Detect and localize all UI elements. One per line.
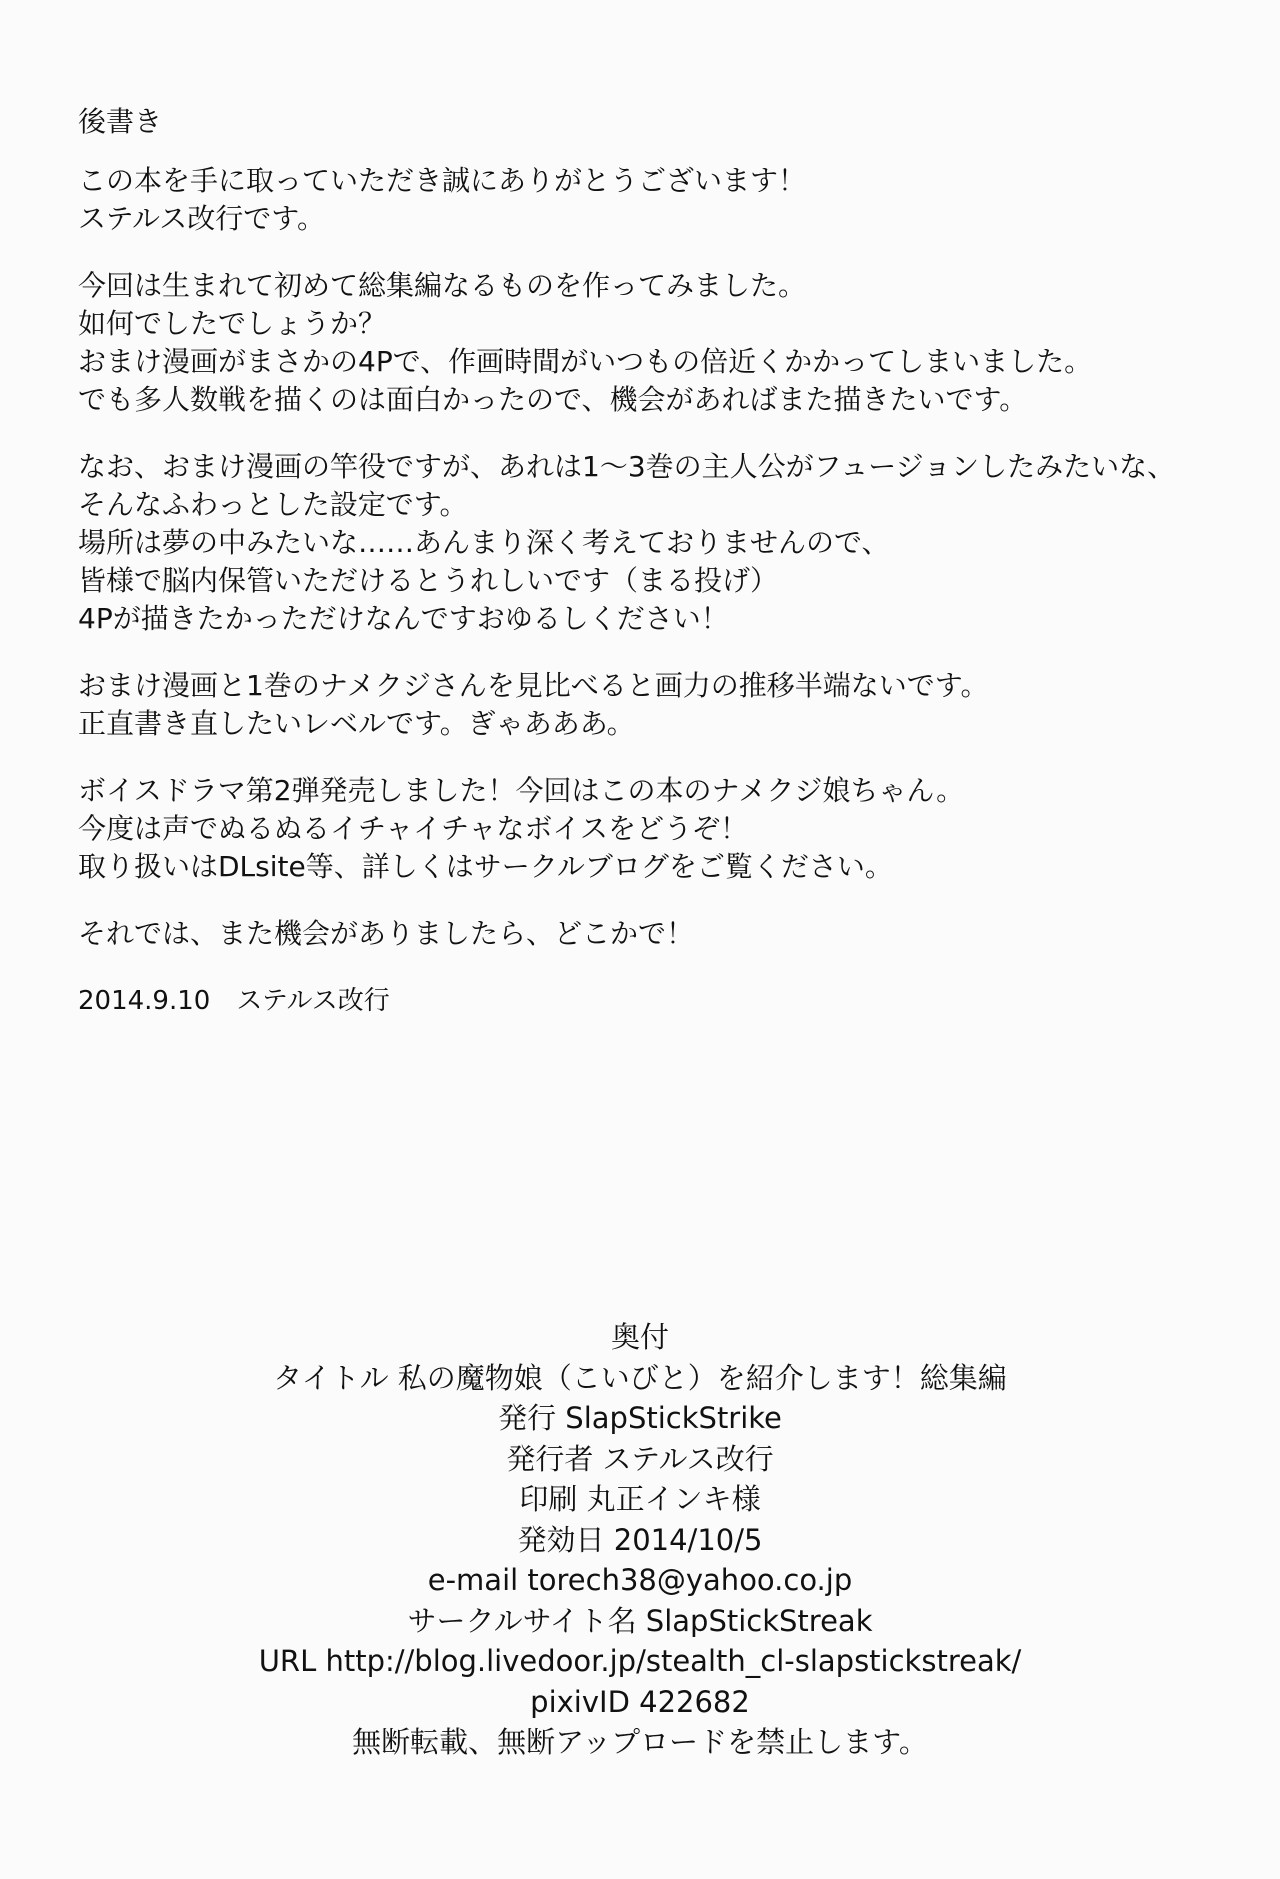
text-line: 今回は生まれて初めて総集編なるものを作ってみました。 <box>78 269 807 302</box>
text-line: おまけ漫画と1巻のナメクジさんを見比べると画力の推移半端ないです。 <box>78 669 989 702</box>
text-line: 如何でしたでしょうか？ <box>78 307 387 340</box>
colophon-heading: 奥付 <box>610 1320 669 1354</box>
colophon-section <box>0 1317 1280 1763</box>
text-line: おまけ漫画がまさかの4Pで、作画時間がいつもの倍近くかかってしまいました。 <box>78 345 1093 378</box>
colophon-printer: 印刷 丸正インキ様 <box>519 1482 761 1516</box>
colophon-title: タイトル 私の魔物娘（こいびと）を紹介します！総集編 <box>273 1360 1007 1395</box>
afterword-section <box>78 102 1228 1020</box>
colophon-notice: 無断転載、無断アップロードを禁止します。 <box>352 1725 928 1759</box>
colophon-date: 発効日 2014/10/5 <box>517 1522 763 1557</box>
text-line: 皆様で脳内保管いただけるとうれしいです（まる投げ） <box>78 564 779 597</box>
text-line: ボイスドラマ第2弾発売しました！今回はこの本のナメクジ娘ちゃん。 <box>78 774 965 807</box>
text-line: この本を手に取っていただき誠にありがとうございます！ <box>78 164 807 197</box>
text-line: 取り扱いはDLsite等、詳しくはサークルブログをご覧ください。 <box>78 850 893 883</box>
colophon-url: URL http://blog.livedoor.jp/stealth_cl-slapstickstreak/ <box>258 1644 1022 1678</box>
paragraph-bonus-manga <box>78 448 1228 638</box>
paragraph-closing <box>78 915 1228 953</box>
colophon-email: e-mail torech38@yahoo.co.jp <box>427 1563 853 1597</box>
text-line: ステルス改行です。 <box>78 202 325 235</box>
text-line: そんなふわっとした設定です。 <box>78 488 468 521</box>
colophon-issuer: 発行者 ステルス改行 <box>506 1441 774 1476</box>
text-line: 場所は夢の中みたいな……あんまり深く考えておりませんので、 <box>78 526 890 559</box>
colophon-pixiv: pixivID 422682 <box>530 1684 750 1719</box>
paragraph-voice-drama <box>78 772 1228 886</box>
paragraph-art-progress <box>78 667 1228 743</box>
paragraph-compilation <box>78 267 1228 419</box>
afterword-heading: 後書き <box>78 105 163 138</box>
colophon-publisher: 発行 SlapStickStrike <box>498 1401 782 1435</box>
colophon-circle-site: サークルサイト名 SlapStickStreak <box>407 1603 873 1638</box>
text-line: なお、おまけ漫画の竿役ですが、あれは1～3巻の主人公がフュージョンしたみたいな、 <box>78 450 1176 483</box>
text-line: 4Pが描きたかっただけなんですおゆるしください！ <box>78 602 729 635</box>
signature: 2014.9.10 ステルス改行 <box>78 986 390 1016</box>
text-line: 今度は声でぬるぬるイチャイチャなボイスをどうぞ！ <box>78 812 749 845</box>
paragraph-greeting <box>78 162 1228 238</box>
text-line: でも多人数戦を描くのは面白かったので、機会があればまた描きたいです。 <box>78 383 1028 416</box>
text-line: 正直書き直したいレベルです。ぎゃあああ。 <box>78 707 635 740</box>
text-line: それでは、また機会がありましたら、どこかで！ <box>78 917 695 950</box>
